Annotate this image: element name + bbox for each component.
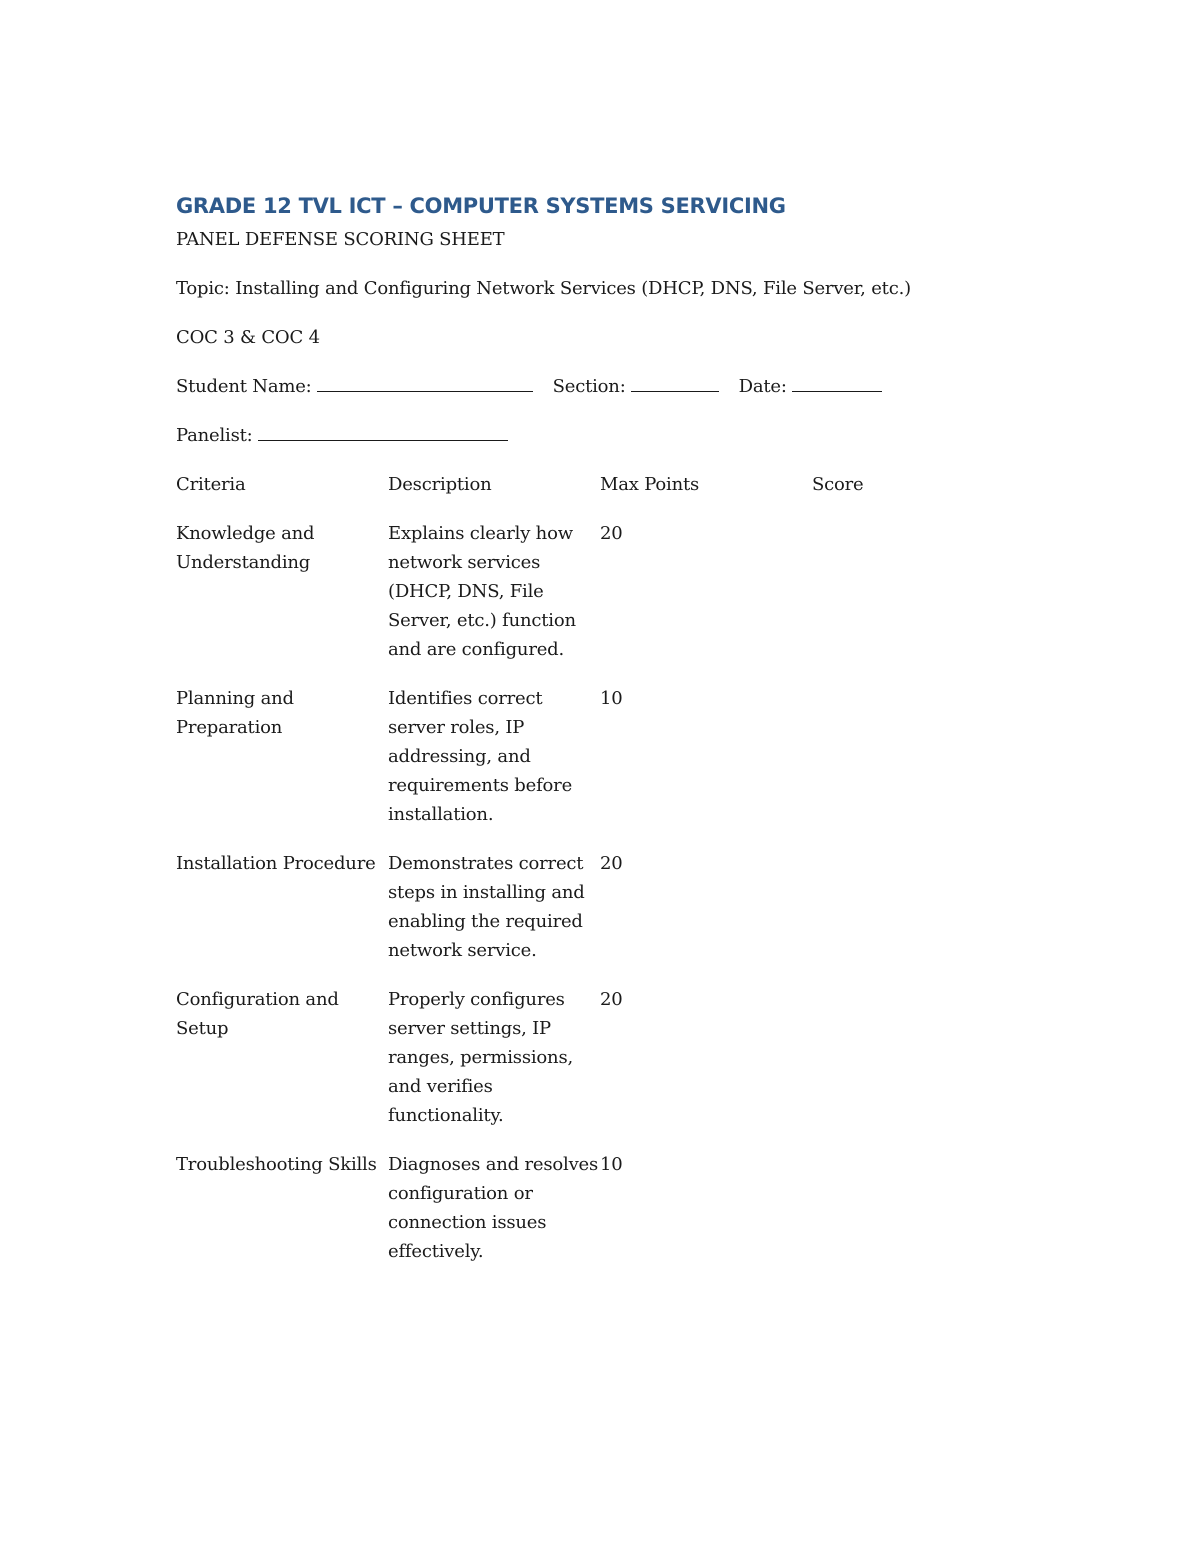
criteria-cell: Planning and Preparation bbox=[176, 688, 294, 738]
criteria-cell: Installation Procedure bbox=[176, 853, 376, 874]
table-row bbox=[176, 849, 1036, 985]
document-subtitle: PANEL DEFENSE SCORING SHEET bbox=[176, 229, 505, 250]
panelist-line bbox=[176, 421, 1036, 450]
max-points-cell: 20 bbox=[600, 853, 623, 874]
max-points-cell: 10 bbox=[600, 688, 623, 709]
date-blank[interactable] bbox=[792, 377, 882, 392]
coc-line: COC 3 & COC 4 bbox=[176, 327, 320, 348]
description-cell: Explains clearly how network services (DHCP, DNS, File Server, etc.) function and are configured. bbox=[388, 523, 576, 660]
max-points-cell: 20 bbox=[600, 523, 623, 544]
header-max-points: Max Points bbox=[600, 474, 700, 495]
document-title: GRADE 12 TVL ICT – COMPUTER SYSTEMS SERVICING bbox=[176, 194, 786, 218]
header-score: Score bbox=[812, 474, 864, 495]
score-cell[interactable] bbox=[812, 849, 1036, 985]
table-row bbox=[176, 519, 1036, 684]
date-label: Date: bbox=[738, 376, 787, 397]
description-cell: Demonstrates correct steps in installing and enabling the required network service. bbox=[388, 853, 585, 961]
section-blank[interactable] bbox=[631, 377, 719, 392]
max-points-cell: 10 bbox=[600, 1154, 623, 1175]
score-cell[interactable] bbox=[812, 684, 1036, 849]
table-row bbox=[176, 1150, 1036, 1286]
max-points-cell: 20 bbox=[600, 989, 623, 1010]
score-cell[interactable] bbox=[812, 519, 1036, 684]
criteria-cell: Knowledge and Understanding bbox=[176, 523, 315, 573]
description-cell: Identifies correct server roles, IP addressing, and requirements before installation. bbox=[388, 688, 573, 825]
student-name-label: Student Name: bbox=[176, 376, 312, 397]
table-row bbox=[176, 684, 1036, 849]
score-cell[interactable] bbox=[812, 985, 1036, 1150]
section-label: Section: bbox=[552, 376, 626, 397]
panelist-blank[interactable] bbox=[258, 426, 508, 441]
scoring-sheet-page bbox=[176, 188, 1036, 1286]
student-name-blank[interactable] bbox=[317, 377, 533, 392]
table-row bbox=[176, 985, 1036, 1150]
header-description: Description bbox=[388, 474, 492, 495]
header-criteria: Criteria bbox=[176, 474, 246, 495]
panelist-label: Panelist: bbox=[176, 425, 253, 446]
student-info-line bbox=[176, 372, 1036, 401]
criteria-cell: Configuration and Setup bbox=[176, 989, 339, 1039]
topic-line: Topic: Installing and Configuring Network Services (DHCP, DNS, File Server, etc.) bbox=[176, 278, 911, 299]
score-cell[interactable] bbox=[812, 1150, 1036, 1286]
rubric-table bbox=[176, 470, 1036, 1286]
rubric-header-row bbox=[176, 470, 1036, 519]
criteria-cell: Troubleshooting Skills bbox=[176, 1154, 377, 1175]
description-cell: Properly configures server settings, IP ranges, permissions, and verifies functionality. bbox=[388, 989, 574, 1126]
description-cell: Diagnoses and resolves configuration or connection issues effectively. bbox=[388, 1154, 599, 1262]
